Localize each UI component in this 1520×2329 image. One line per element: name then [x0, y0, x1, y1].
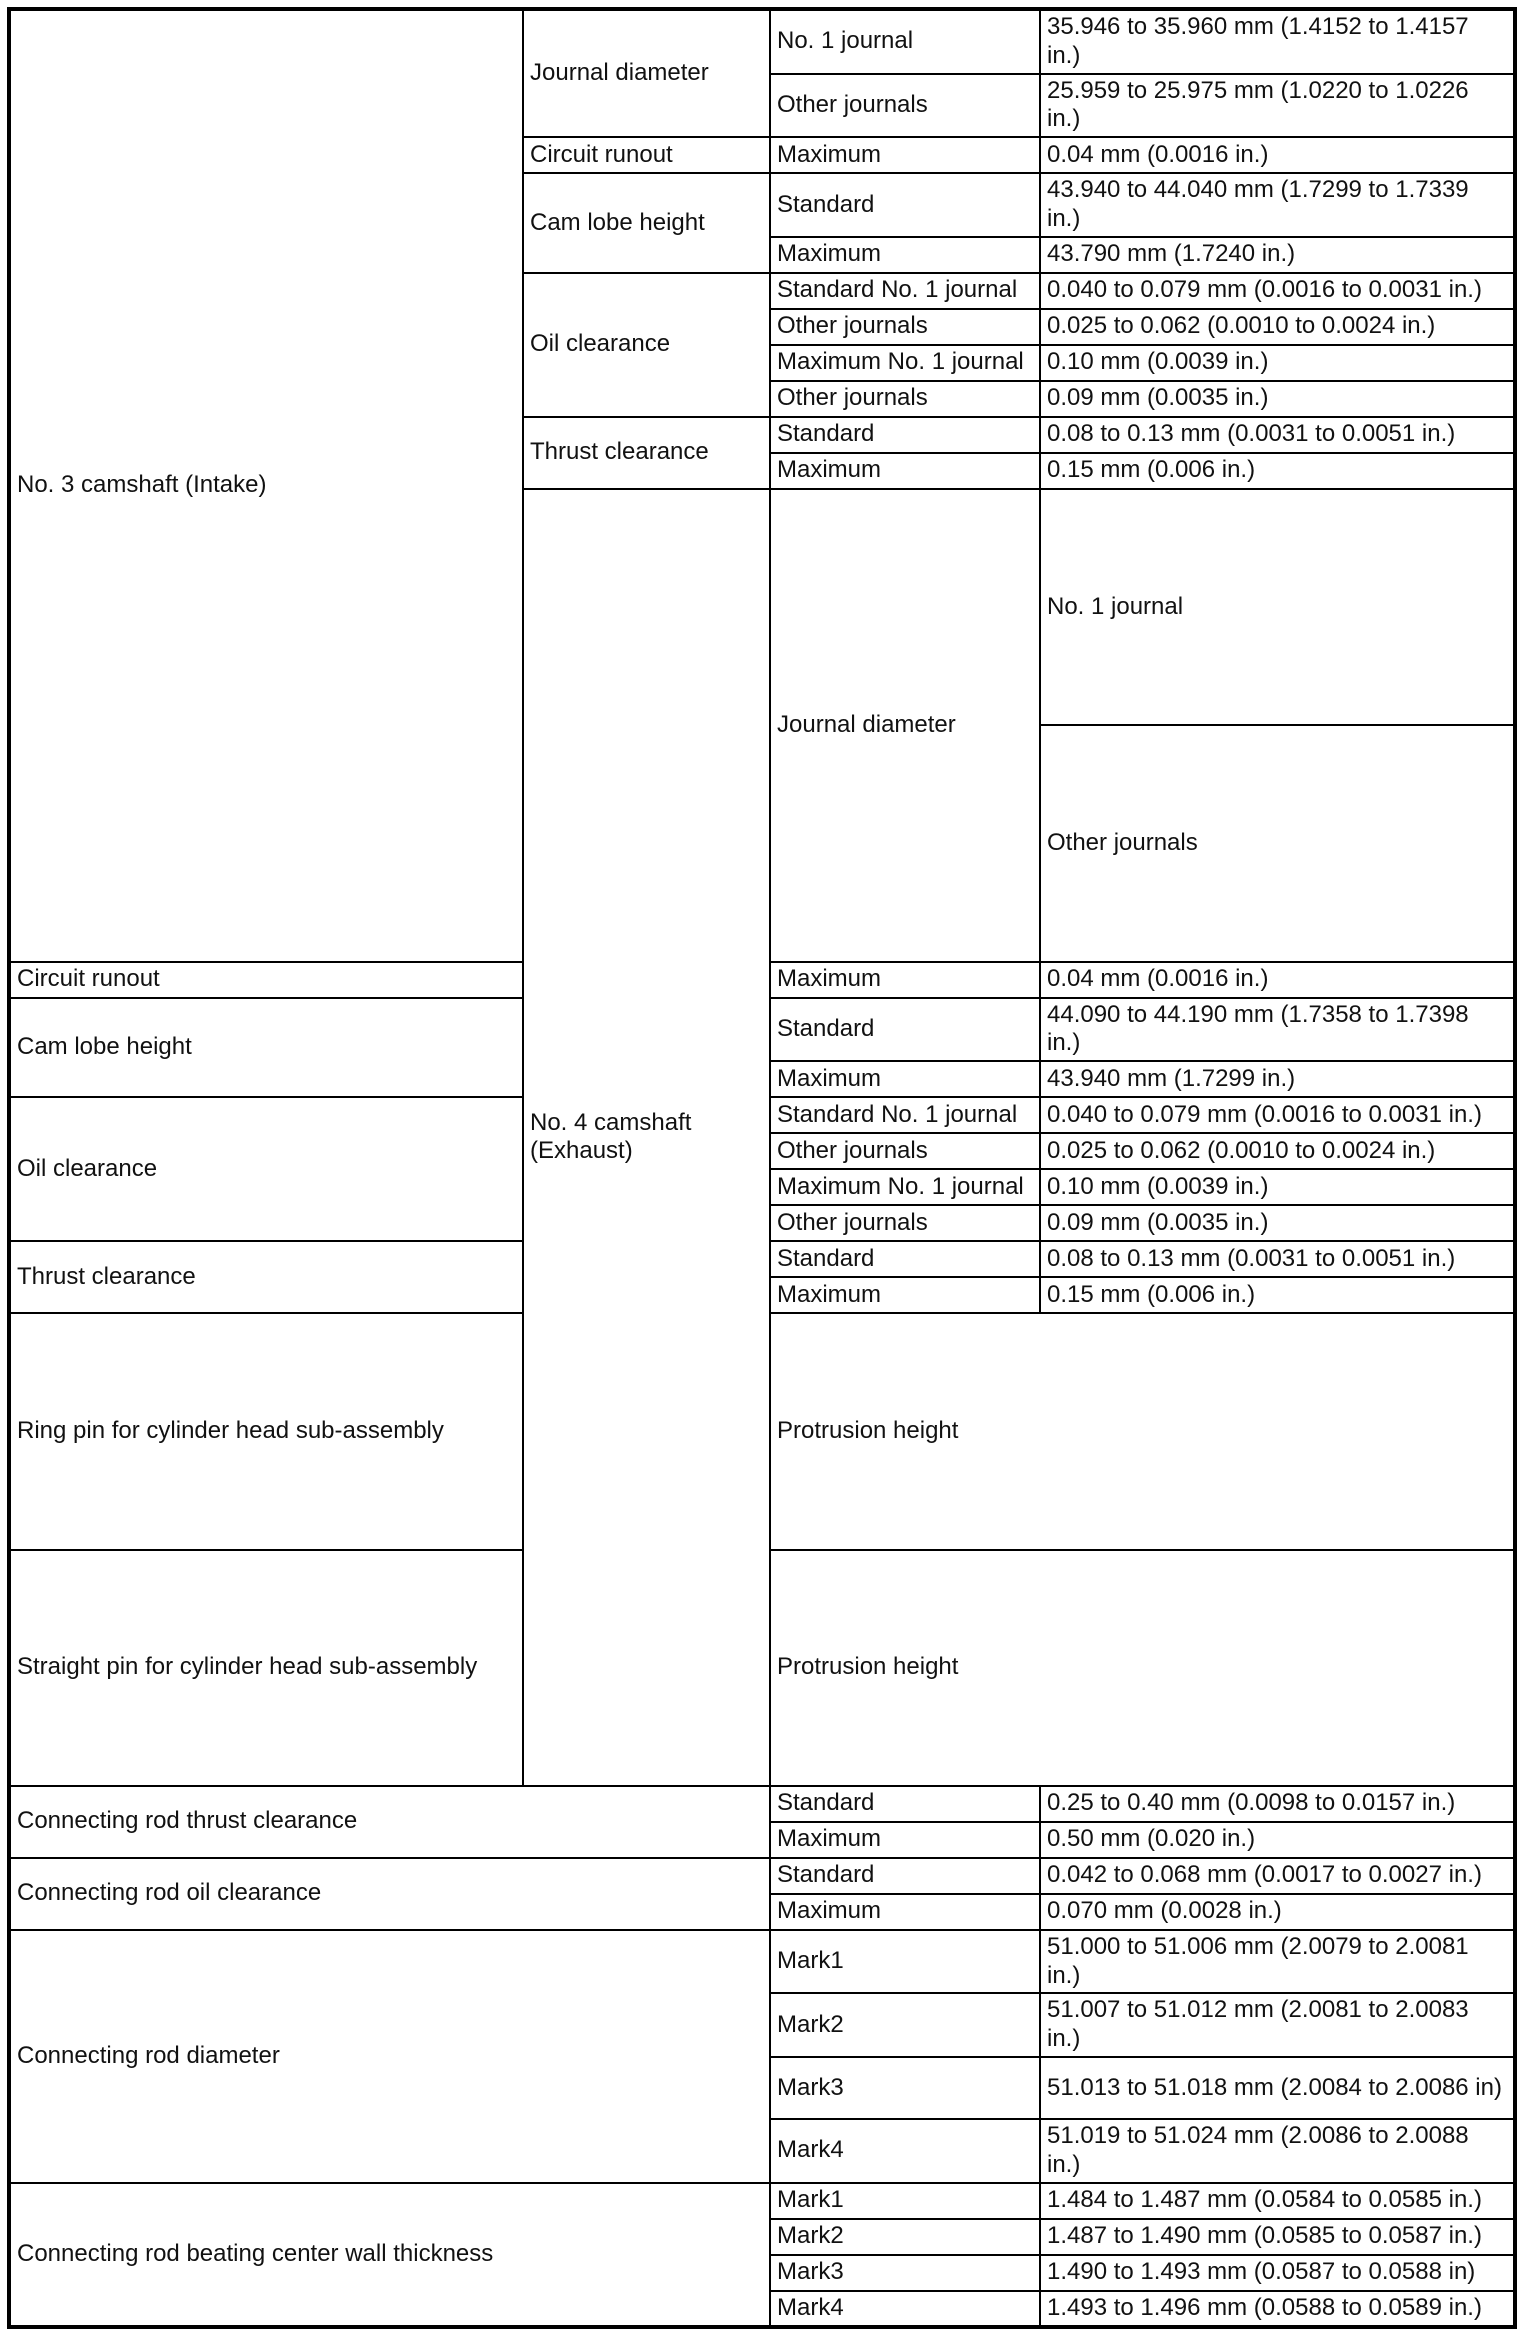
table-cell: Mark2: [770, 2219, 1040, 2255]
table-cell: 0.25 to 0.40 mm (0.0098 to 0.0157 in.): [1040, 1786, 1515, 1822]
table-cell: Standard: [770, 173, 1040, 237]
table-cell: 51.000 to 51.006 mm (2.0079 to 2.0081 in.): [1040, 1930, 1515, 1994]
table-cell: 25.959 to 25.975 mm (1.0220 to 1.0226 in.): [1040, 74, 1515, 138]
table-cell: Maximum: [770, 1822, 1040, 1858]
table-cell: Oil clearance: [523, 273, 770, 417]
table-cell: 0.025 to 0.062 (0.0010 to 0.0024 in.): [1040, 1133, 1515, 1169]
table-cell: Mark3: [770, 2255, 1040, 2291]
table-cell: Protrusion height: [770, 1550, 1515, 1786]
table-cell: Mark1: [770, 2183, 1040, 2219]
table-cell: Thrust clearance: [523, 417, 770, 489]
table-cell: Maximum: [770, 1277, 1040, 1313]
table-cell: 51.007 to 51.012 mm (2.0081 to 2.0083 in.): [1040, 1993, 1515, 2057]
table-cell: Protrusion height: [770, 1313, 1515, 1549]
table-cell: Maximum No. 1 journal: [770, 345, 1040, 381]
table-cell: Journal diameter: [523, 9, 770, 137]
table-cell: Other journals: [1040, 725, 1515, 961]
table-cell: Connecting rod diameter: [9, 1930, 770, 2183]
table-cell: No. 3 camshaft (Intake): [9, 9, 523, 962]
table-cell: 0.025 to 0.062 (0.0010 to 0.0024 in.): [1040, 309, 1515, 345]
table-cell: Circuit runout: [9, 962, 523, 998]
table-cell: Other journals: [770, 74, 1040, 138]
table-cell: Other journals: [770, 381, 1040, 417]
table-cell: Journal diameter: [770, 489, 1040, 962]
table-cell: Ring pin for cylinder head sub-assembly: [9, 1313, 523, 1549]
spec-table-body: [9, 9, 1515, 2327]
table-cell: Oil clearance: [9, 1097, 523, 1241]
table-cell: Mark4: [770, 2119, 1040, 2183]
table-cell: 51.019 to 51.024 mm (2.0086 to 2.0088 in.): [1040, 2119, 1515, 2183]
table-row: [9, 9, 1515, 74]
table-cell: Mark2: [770, 1993, 1040, 2057]
table-row: [9, 1930, 1515, 1994]
table-cell: 0.50 mm (0.020 in.): [1040, 1822, 1515, 1858]
table-cell: Mark3: [770, 2057, 1040, 2119]
table-cell: Circuit runout: [523, 137, 770, 173]
table-cell: Connecting rod oil clearance: [9, 1858, 770, 1930]
table-cell: Cam lobe height: [523, 173, 770, 273]
table-cell: Connecting rod thrust clearance: [9, 1786, 770, 1858]
table-row: [9, 1858, 1515, 1894]
table-cell: Maximum: [770, 237, 1040, 273]
table-cell: Other journals: [770, 1205, 1040, 1241]
table-cell: 0.15 mm (0.006 in.): [1040, 1277, 1515, 1313]
table-cell: Maximum: [770, 1061, 1040, 1097]
table-cell: 35.946 to 35.960 mm (1.4152 to 1.4157 in.): [1040, 9, 1515, 74]
table-cell: 1.487 to 1.490 mm (0.0585 to 0.0587 in.): [1040, 2219, 1515, 2255]
table-cell: 0.08 to 0.13 mm (0.0031 to 0.0051 in.): [1040, 417, 1515, 453]
table-cell: 0.040 to 0.079 mm (0.0016 to 0.0031 in.): [1040, 1097, 1515, 1133]
table-cell: Maximum: [770, 962, 1040, 998]
table-row: [9, 2183, 1515, 2219]
table-cell: 1.484 to 1.487 mm (0.0584 to 0.0585 in.): [1040, 2183, 1515, 2219]
table-cell: No. 1 journal: [770, 9, 1040, 74]
table-cell: Other journals: [770, 1133, 1040, 1169]
table-cell: 0.070 mm (0.0028 in.): [1040, 1894, 1515, 1930]
table-cell: Standard No. 1 journal: [770, 1097, 1040, 1133]
table-cell: Connecting rod beating center wall thickness: [9, 2183, 770, 2327]
table-cell: 0.09 mm (0.0035 in.): [1040, 1205, 1515, 1241]
table-cell: 0.10 mm (0.0039 in.): [1040, 1169, 1515, 1205]
table-cell: No. 1 journal: [1040, 489, 1515, 725]
table-cell: Maximum No. 1 journal: [770, 1169, 1040, 1205]
table-cell: 0.09 mm (0.0035 in.): [1040, 381, 1515, 417]
table-cell: Standard: [770, 1786, 1040, 1822]
table-cell: Maximum: [770, 453, 1040, 489]
table-cell: 0.10 mm (0.0039 in.): [1040, 345, 1515, 381]
table-cell: Standard: [770, 417, 1040, 453]
table-cell: 0.15 mm (0.006 in.): [1040, 453, 1515, 489]
table-cell: No. 4 camshaft (Exhaust): [523, 489, 770, 1786]
table-cell: 0.04 mm (0.0016 in.): [1040, 962, 1515, 998]
table-cell: Thrust clearance: [9, 1241, 523, 1313]
table-cell: 43.940 to 44.040 mm (1.7299 to 1.7339 in.): [1040, 173, 1515, 237]
table-cell: 0.04 mm (0.0016 in.): [1040, 137, 1515, 173]
spec-table: [7, 7, 1517, 2329]
table-cell: Standard: [770, 998, 1040, 1062]
table-row: [9, 1786, 1515, 1822]
table-cell: Other journals: [770, 309, 1040, 345]
table-cell: 51.013 to 51.018 mm (2.0084 to 2.0086 in): [1040, 2057, 1515, 2119]
table-cell: 1.490 to 1.493 mm (0.0587 to 0.0588 in): [1040, 2255, 1515, 2291]
table-cell: Maximum: [770, 137, 1040, 173]
table-cell: 43.790 mm (1.7240 in.): [1040, 237, 1515, 273]
table-cell: 0.040 to 0.079 mm (0.0016 to 0.0031 in.): [1040, 273, 1515, 309]
table-cell: Maximum: [770, 1894, 1040, 1930]
table-cell: Mark1: [770, 1930, 1040, 1994]
table-cell: 43.940 mm (1.7299 in.): [1040, 1061, 1515, 1097]
table-cell: Mark4: [770, 2291, 1040, 2327]
table-cell: Standard: [770, 1241, 1040, 1277]
table-cell: 0.042 to 0.068 mm (0.0017 to 0.0027 in.): [1040, 1858, 1515, 1894]
table-cell: 0.08 to 0.13 mm (0.0031 to 0.0051 in.): [1040, 1241, 1515, 1277]
table-cell: Standard: [770, 1858, 1040, 1894]
table-cell: Straight pin for cylinder head sub-assembly: [9, 1550, 523, 1786]
table-cell: Cam lobe height: [9, 998, 523, 1098]
table-cell: 44.090 to 44.190 mm (1.7358 to 1.7398 in.): [1040, 998, 1515, 1062]
table-cell: 1.493 to 1.496 mm (0.0588 to 0.0589 in.): [1040, 2291, 1515, 2327]
table-cell: Standard No. 1 journal: [770, 273, 1040, 309]
